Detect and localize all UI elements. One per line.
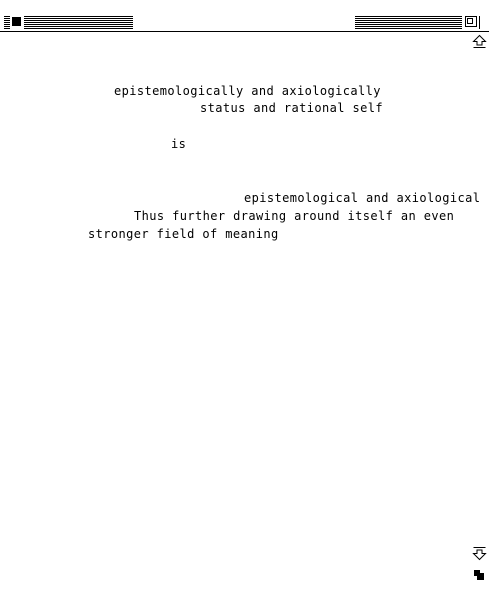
text-line: epistemologically and axiologically <box>114 84 381 98</box>
title-bar-stripes <box>4 16 10 29</box>
text-line: Thus further drawing around itself an even <box>134 209 455 223</box>
title-bar-stripes <box>355 16 462 29</box>
window-title-bar[interactable] <box>0 0 489 32</box>
arrow-down-icon[interactable] <box>472 546 487 561</box>
vertical-scrollbar[interactable] <box>470 32 489 600</box>
title-bar-divider <box>479 16 480 29</box>
zoom-box-icon[interactable] <box>465 16 477 27</box>
text-line: is <box>171 137 187 151</box>
close-box-icon[interactable] <box>12 17 21 26</box>
title-bar-stripes <box>24 16 133 29</box>
arrow-up-icon[interactable] <box>472 34 487 49</box>
text-line: status and rational self <box>200 101 383 115</box>
text-line: epistemological and axiological <box>244 191 481 205</box>
grow-box-icon[interactable] <box>474 565 484 575</box>
document-content <box>0 33 481 600</box>
text-line: stronger field of meaning <box>88 227 279 241</box>
